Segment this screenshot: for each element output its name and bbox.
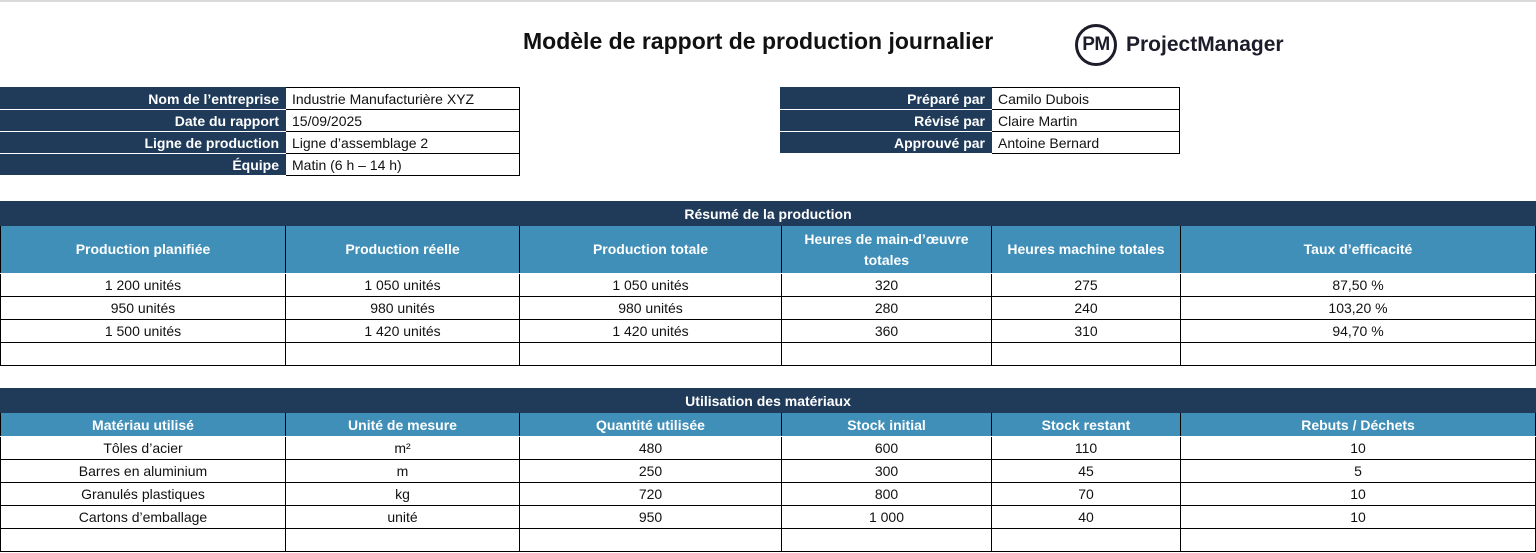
projectmanager-logo: [1075, 22, 1284, 68]
section-banner: Utilisation des matériaux: [1, 389, 1536, 413]
empty-cell[interactable]: [1181, 343, 1536, 366]
info-row: [1, 132, 520, 154]
table-cell[interactable]: 1 200 unités: [1, 274, 286, 297]
table-cell[interactable]: 950: [520, 506, 782, 529]
table-cell[interactable]: Tôles d’acier: [1, 437, 286, 460]
table-cell[interactable]: 300: [782, 460, 992, 483]
approval-info-table: [780, 87, 1180, 154]
table-row: [1, 460, 1536, 483]
table-cell[interactable]: 94,70 %: [1181, 320, 1536, 343]
info-row: [781, 88, 1180, 110]
table-cell[interactable]: 600: [782, 437, 992, 460]
header-row: [1, 226, 1536, 274]
table-row: [1, 483, 1536, 506]
production-summary-table: [0, 201, 1536, 366]
table-cell[interactable]: 1 420 unités: [520, 320, 782, 343]
info-row: [781, 132, 1180, 154]
table-cell[interactable]: 320: [782, 274, 992, 297]
table-cell[interactable]: 45: [992, 460, 1181, 483]
table-cell[interactable]: m: [286, 460, 520, 483]
production-line-cell[interactable]: Ligne d’assemblage 2: [286, 132, 520, 154]
prepared-by-cell[interactable]: Camilo Dubois: [992, 88, 1180, 110]
table-cell[interactable]: 40: [992, 506, 1181, 529]
table-row: [1, 343, 1536, 366]
table-cell[interactable]: 110: [992, 437, 1181, 460]
empty-cell[interactable]: [286, 343, 520, 366]
column-header: Stock restant: [992, 413, 1181, 437]
report-date-cell[interactable]: 15/09/2025: [286, 110, 520, 132]
table-cell[interactable]: Barres en aluminium: [1, 460, 286, 483]
approved-by-cell[interactable]: Antoine Bernard: [992, 132, 1180, 154]
table-cell[interactable]: 1 420 unités: [286, 320, 520, 343]
logo-text: ProjectManager: [1126, 33, 1284, 56]
info-label: Nom de l’entreprise: [1, 88, 286, 110]
table-cell[interactable]: 980 unités: [286, 297, 520, 320]
table-cell[interactable]: 250: [520, 460, 782, 483]
top-border: [0, 0, 1536, 2]
table-row: [1, 297, 1536, 320]
table-row: [1, 529, 1536, 552]
table-cell[interactable]: Cartons d’emballage: [1, 506, 286, 529]
table-cell[interactable]: 980 unités: [520, 297, 782, 320]
column-header: Production réelle: [286, 226, 520, 274]
info-row: [1, 88, 520, 110]
info-label: Approuvé par: [781, 132, 992, 154]
empty-cell[interactable]: [520, 343, 782, 366]
table-cell[interactable]: unité: [286, 506, 520, 529]
table-row: [1, 320, 1536, 343]
info-label: Ligne de production: [1, 132, 286, 154]
info-label: Révisé par: [781, 110, 992, 132]
table-cell[interactable]: 1 050 unités: [520, 274, 782, 297]
table-cell[interactable]: 280: [782, 297, 992, 320]
table-row: [1, 506, 1536, 529]
table-cell[interactable]: m²: [286, 437, 520, 460]
table-cell[interactable]: 10: [1181, 483, 1536, 506]
column-header: Quantité utilisée: [520, 413, 782, 437]
pm-logo-icon: PM: [1075, 24, 1117, 66]
company-name-cell[interactable]: Industrie Manufacturière XYZ: [286, 88, 520, 110]
info-row: [1, 154, 520, 176]
table-cell[interactable]: 103,20 %: [1181, 297, 1536, 320]
table-cell[interactable]: 275: [992, 274, 1181, 297]
table-cell[interactable]: 720: [520, 483, 782, 506]
table-cell[interactable]: 5: [1181, 460, 1536, 483]
table-cell[interactable]: 87,50 %: [1181, 274, 1536, 297]
table-row: [1, 437, 1536, 460]
column-header: Matériau utilisé: [1, 413, 286, 437]
table-cell[interactable]: 1 050 unités: [286, 274, 520, 297]
table-cell[interactable]: 480: [520, 437, 782, 460]
team-cell[interactable]: Matin (6 h – 14 h): [286, 154, 520, 176]
empty-cell[interactable]: [1, 529, 286, 552]
table-cell[interactable]: 310: [992, 320, 1181, 343]
column-header: Production planifiée: [1, 226, 286, 274]
info-label: Équipe: [1, 154, 286, 176]
info-label: Préparé par: [781, 88, 992, 110]
table-cell[interactable]: 10: [1181, 437, 1536, 460]
table-cell[interactable]: Granulés plastiques: [1, 483, 286, 506]
table-cell[interactable]: 70: [992, 483, 1181, 506]
empty-cell[interactable]: [782, 529, 992, 552]
empty-cell[interactable]: [992, 343, 1181, 366]
header-row: [1, 413, 1536, 437]
info-label: Date du rapport: [1, 110, 286, 132]
table-cell[interactable]: 950 unités: [1, 297, 286, 320]
empty-cell[interactable]: [992, 529, 1181, 552]
info-row: [781, 110, 1180, 132]
page-title: Modèle de rapport de production journalier: [523, 28, 994, 54]
column-header: Taux d’efficacité: [1181, 226, 1536, 274]
table-cell[interactable]: 240: [992, 297, 1181, 320]
empty-cell[interactable]: [520, 529, 782, 552]
column-header: Stock initial: [782, 413, 992, 437]
column-header: Unité de mesure: [286, 413, 520, 437]
column-header: Heures machine totales: [992, 226, 1181, 274]
table-cell[interactable]: 1 000: [782, 506, 992, 529]
info-row: [1, 110, 520, 132]
empty-cell[interactable]: [1181, 529, 1536, 552]
table-cell[interactable]: 10: [1181, 506, 1536, 529]
table-row: [1, 274, 1536, 297]
table-cell[interactable]: 360: [782, 320, 992, 343]
column-header: Production totale: [520, 226, 782, 274]
empty-cell[interactable]: [782, 343, 992, 366]
table-cell[interactable]: kg: [286, 483, 520, 506]
materials-usage-table: [0, 388, 1536, 552]
section-banner: Résumé de la production: [1, 202, 1536, 226]
reviewed-by-cell[interactable]: Claire Martin: [992, 110, 1180, 132]
column-header: Heures de main-d’œuvre totales: [782, 226, 992, 274]
column-header: Rebuts / Déchets: [1181, 413, 1536, 437]
table-cell[interactable]: 800: [782, 483, 992, 506]
company-info-table: [0, 87, 520, 176]
table-cell[interactable]: 1 500 unités: [1, 320, 286, 343]
empty-cell[interactable]: [286, 529, 520, 552]
empty-cell[interactable]: [1, 343, 286, 366]
